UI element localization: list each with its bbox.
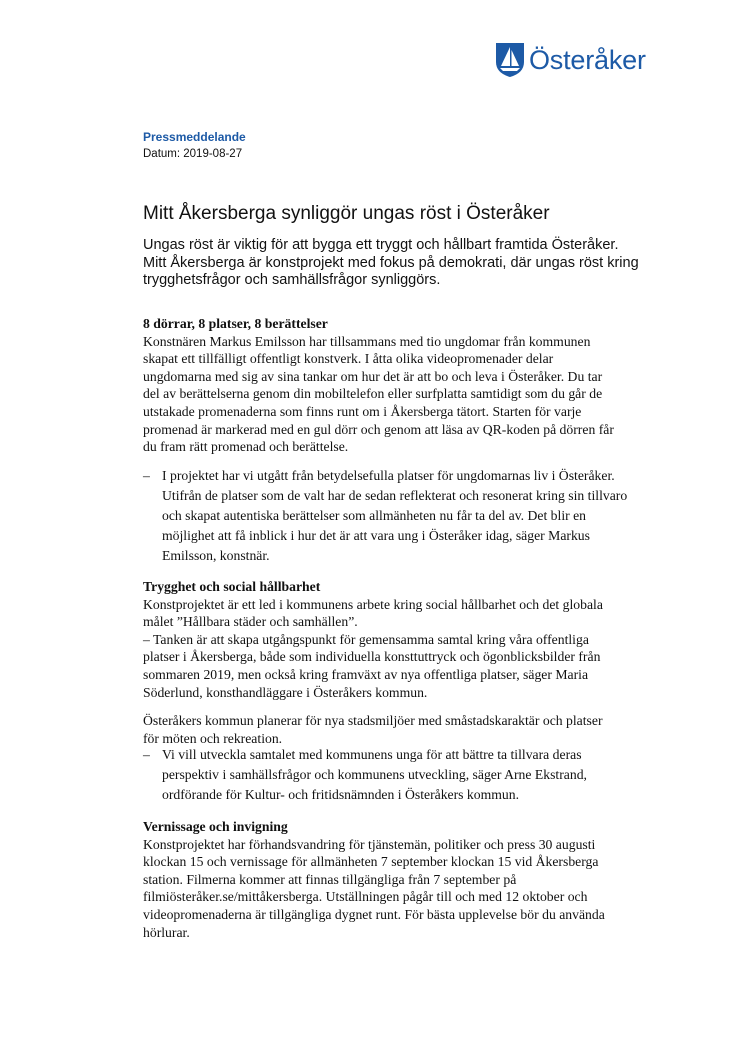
section-doors: [143, 315, 619, 456]
press-release-label: Pressmeddelande: [143, 130, 246, 144]
article-title: Mitt Åkersberga synliggör ungas röst i Österåker: [143, 203, 550, 224]
section-body: Konstprojektet har förhandsvandring för tjänstemän, politiker och press 30 augusti klockan 15 och vernissage för allmänheten 7 september klockan 15 vid Åkersberga station. Filmerna kommer att finnas tillgängliga från 7 september på filmiösteråker.se/mittåkersberga. Utställningen pågår till och med 12 oktober och videopromenaderna är tillgängliga dygnet runt. För bästa upplevelse bör du använda hörlurar.: [143, 836, 605, 940]
section-quote-line: – Tanken är att skapa utgångspunkt för gemensamma samtal kring våra offentliga platser i Åkersberga, både som individuella konsttuttryck och ögonblicksbilder från sommaren 2019, men också kring framväxt av nya offentliga platser, säger Maria Söderlund, konsthandläggare i Österåkers kommun.: [143, 631, 601, 700]
quote-dash: –: [143, 468, 150, 483]
article-lead: Ungas röst är viktig för att bygga ett tryggt och hållbart framtida Österåker. Mitt Åkersberga är konstprojekt med fokus på demokrati, där ungas röst kring trygghetsfrågor och samhällsfrågor synliggörs.: [143, 237, 639, 288]
planning-paragraph: Österåkers kommun planerar för nya stadsmiljöer med småstadskaraktär och platser för möten och rekreation.: [143, 713, 603, 746]
section-vernissage: [143, 818, 619, 941]
section-heading: 8 dörrar, 8 platser, 8 berättelser: [143, 316, 328, 331]
quote-dash: –: [143, 747, 150, 762]
section-body: Konstnären Markus Emilsson har tillsammans med tio ungdomar från kommunen skapat ett tillfälligt offentligt konstverk. I åtta olika videopromenader delar ungdomarna med sig av sina tankar om hur det är att bo och leva i Österåker. Du tar del av berättelserna genom din mobiltelefon eller surfplatta samtidigt som du går de utstakade promenaderna som finns runt om i Åkersberga tätort. Starten för varje promenad är markerad med en gul dörr och genom att läsa av QR-koden på dörren får du fram rätt promenad och berättelse.: [143, 333, 614, 455]
section-safety: [143, 578, 619, 701]
osteraker-logo: [495, 42, 646, 78]
section-heading: Vernissage och invigning: [143, 819, 288, 834]
sailboat-shield-icon: [495, 42, 525, 78]
quote-text: I projektet har vi utgått från betydelsefulla platser för ungdomarnas liv i Österåker. Utifrån de platser som de valt har de sedan reflekterat och resonerat kring sin tillvaro och skapat autentiska berättelser som allmänheten nu får ta del av. Det blir en möjlighet att få inblick i hur det är att vara ung i Österåker idag, säger Markus Emilsson, konstnär.: [162, 468, 628, 563]
section-body: Konstprojektet är ett led i kommunens arbete kring social hållbarhet och det globala målet ”Hållbara städer och samhällen”.: [143, 596, 603, 630]
logo-text: Österåker: [529, 44, 646, 75]
quote-text: Vi vill utveckla samtalet med kommunens unga för att bättre ta tillvara deras perspektiv i samhällsfrågor och kommunens utveckling, säger Arne Ekstrand, ordförande för Kultur- och fritidsnämnden i Österåkers kommun.: [162, 747, 587, 803]
section-heading: Trygghet och social hållbarhet: [143, 579, 321, 594]
quote-chair: [143, 745, 628, 806]
release-date: Datum: 2019-08-27: [143, 148, 243, 160]
quote-artist: [143, 466, 628, 566]
